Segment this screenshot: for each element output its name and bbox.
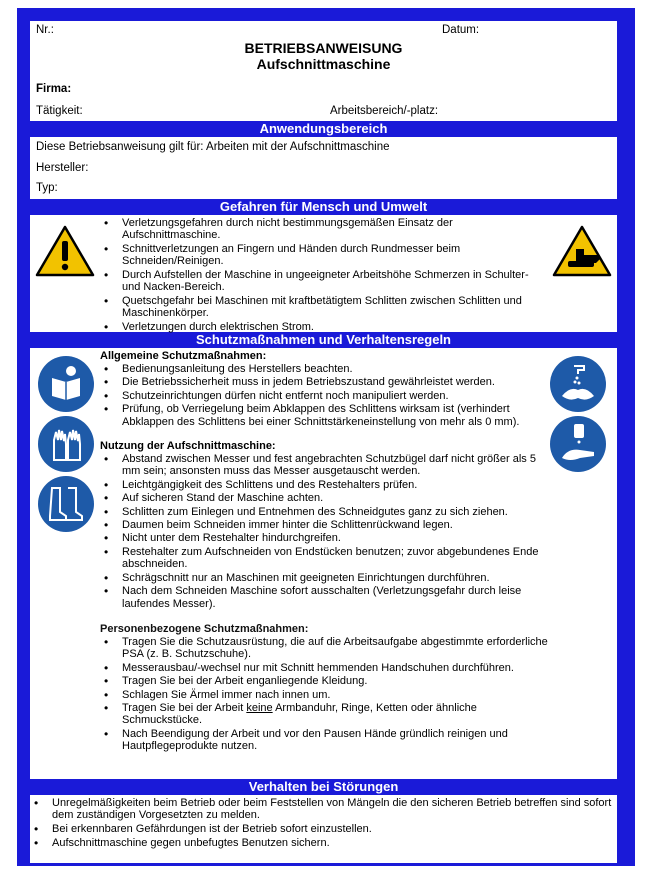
hazard-item: • Verletzungen durch elektrischen Strom.: [100, 321, 550, 333]
personal-title: Personenbezogene Schutzmaßnahmen:: [100, 622, 309, 635]
usage-item: • Auf sicheren Stand der Maschine achten.: [100, 492, 550, 504]
hand-cut-warning-icon: [552, 225, 612, 277]
usage-item: • Abstand zwischen Messer und fest angebrachten Schutzbügel darf nicht größer als 5 mm sein; ansonsten muss das Messer ausgetauscht werden.: [100, 453, 550, 478]
personal-item: • Tragen Sie die Schutzausrüstung, die auf die Arbeitsaufgabe abgestimmte erforderliche PSA (z. B. Schutzschuhe).: [100, 636, 550, 661]
document-frame: [17, 8, 635, 866]
hazard-item: • Schnittverletzungen an Fingern und Händen durch Rundmesser beim Schneiden/Reinigen.: [100, 243, 550, 268]
usage-item: • Daumen beim Schneiden immer hinter die Schlittenrückwand legen.: [100, 519, 550, 531]
hazard-item: • Verletzungsgefahren durch nicht bestimmungsgemäßen Einsatz der Aufschnittmaschine.: [100, 217, 550, 242]
general-item: • Bedienungsanleitung des Herstellers beachten.: [100, 363, 550, 375]
hazards-list: [100, 217, 550, 335]
usage-title: Nutzung der Aufschnittmaschine:: [100, 440, 276, 453]
datum-label: Datum:: [442, 24, 480, 36]
scope-line-2: Hersteller:: [36, 162, 89, 174]
general-item: • Die Betriebssicherheit muss in jedem Betriebszustand gewährleistet werden.: [100, 376, 550, 388]
protection-heading: Schutzmaßnahmen und Verhaltensregeln: [30, 332, 617, 348]
warning-exclamation-icon: [35, 225, 95, 277]
page-title: [30, 40, 617, 72]
safety-boots-icon: [38, 476, 94, 532]
hazards-section: [30, 215, 617, 332]
general-item: • Schutzeinrichtungen dürfen nicht entfernt noch manipuliert werden.: [100, 390, 550, 402]
title-line-1: BETRIEBSANWEISUNG: [244, 40, 403, 56]
hazards-heading: Gefahren für Mensch und Umwelt: [30, 199, 617, 215]
read-manual-icon: [38, 356, 94, 412]
scope-line-1: Diese Betriebsanweisung gilt für: Arbeiten mit der Aufschnittmaschine: [36, 141, 390, 153]
title-line-2: Aufschnittmaschine: [256, 56, 391, 72]
hazard-item: • Durch Aufstellen der Maschine in ungeeigneter Arbeitshöhe Schmerzen in Schulter- und Nacken-Bereich.: [100, 269, 550, 294]
disruption-item: • Unregelmäßigkeiten beim Betrieb oder beim Feststellen von Mängeln die den sicheren Betrieb betreffen sind sofort dem zuständigen Vorgesetzten zu melden.: [30, 797, 614, 822]
wash-hands-icon: [550, 356, 606, 412]
header-section: [30, 21, 617, 121]
nr-label: Nr.:: [36, 24, 54, 36]
personal-item-jewelry: [100, 702, 550, 727]
document-body: [30, 21, 617, 863]
scope-line-3: Typ:: [36, 182, 58, 194]
usage-item: • Nach dem Schneiden Maschine sofort ausschalten (Verletzungsgefahr durch leise laufendes Messer).: [100, 585, 550, 610]
protection-content: [100, 350, 550, 754]
jewelry-text-post: Armbanduhr, Ringe, Ketten oder ähnliche Schmuckstücke.: [122, 701, 477, 727]
gloves-icon: [38, 416, 94, 472]
personal-list: [100, 636, 550, 753]
general-item: • Prüfung, ob Verriegelung beim Abklappen des Schlittens wirksam ist (verhindert Abklappen des Schlittens bei einer Schnittstärkeneinstellung von mehr als 0 mm).: [100, 403, 550, 428]
usage-item: • Schrägschnitt nur an Maschinen mit geeigneten Einrichtungen durchführen.: [100, 572, 550, 584]
personal-item: • Schlagen Sie Ärmel immer nach innen um.: [100, 689, 550, 701]
usage-item: • Restehalter zum Aufschneiden von Endstücken benutzen; zuvor abgebundenes Ende abschneiden.: [100, 546, 550, 571]
jewelry-text-pre: Tragen Sie bei der Arbeit: [122, 701, 247, 714]
personal-item: • Nach Beendigung der Arbeit und vor den Pausen Hände gründlich reinigen und Hautpflegeprodukte nutzen.: [100, 728, 550, 753]
scope-section: [30, 137, 617, 199]
usage-item: • Schlitten zum Einlegen und Entnehmen des Schneidgutes ganz zu sich ziehen.: [100, 506, 550, 518]
disruption-item: • Aufschnittmaschine gegen unbefugtes Benutzen sichern.: [30, 837, 614, 849]
disruptions-section: [30, 795, 617, 863]
personal-item: • Messerausbau/-wechsel nur mit Schnitt hemmenden Handschuhen durchführen.: [100, 662, 550, 674]
disruption-item: • Bei erkennbaren Gefährdungen ist der Betrieb sofort einzustellen.: [30, 823, 614, 835]
firma-label: Firma:: [36, 83, 72, 95]
usage-list: [100, 453, 550, 610]
usage-item: • Leichtgängigkeit des Schlittens und des Restehalters prüfen.: [100, 479, 550, 491]
general-title: Allgemeine Schutzmaßnahmen:: [100, 350, 267, 362]
scope-heading: Anwendungsbereich: [30, 121, 617, 137]
jewelry-text-emphasis: keine: [246, 701, 273, 714]
disruptions-heading: Verhalten bei Störungen: [30, 779, 617, 795]
arbeitsbereich-label: Arbeitsbereich/-platz:: [330, 105, 439, 117]
personal-item: • Tragen Sie bei der Arbeit enganliegende Kleidung.: [100, 675, 550, 687]
protection-section: [30, 348, 617, 779]
general-list: [100, 363, 550, 428]
hazard-item: • Quetschgefahr bei Maschinen mit kraftbetätigtem Schlitten zwischen Schlitten und Maschinenkörper.: [100, 295, 550, 320]
usage-item: • Nicht unter dem Restehalter hindurchgreifen.: [100, 532, 550, 544]
taetigkeit-label: Tätigkeit:: [36, 105, 83, 117]
hand-cream-icon: [550, 416, 606, 472]
disruptions-list: [30, 797, 614, 851]
